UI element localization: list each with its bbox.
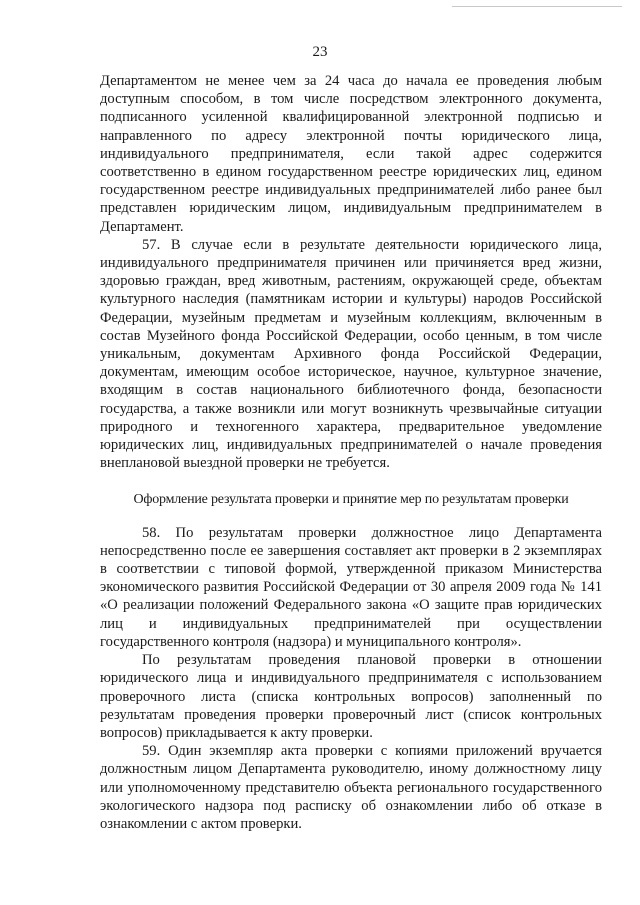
paragraph-59: 59. Один экземпляр акта проверки с копиями приложений вручается должностным лицом Департамента руководителю, иному должностному лицу или уполномоченному представителю объекта регионального государственного экологического надзора под расписку об ознакомлении либо об отказе в ознакомлении с актом проверки. (100, 743, 602, 832)
paragraph-57: 57. В случае если в результате деятельности юридического лица, индивидуального предпринимателя причинен или причиняется вред жизни, здоровью граждан, вред животным, растениям, окружающей среде, объектам культурного наследия (памятникам истории и культуры) народов Российской Федерации, музейным предметам и музейным коллекциям, включенным в состав Музейного фонда Российской Федерации, особо ценным, в том числе уникальным, документам Архивного фонда Российской Федерации, документам, имеющим особое историческое, научное, культурное значение, входящим в состав национального библиотечного фонда, безопасности государства, а также возникли или могут возникнуть чрезвычайные ситуации природного и техногенного характера, предварительное уведомление юридических лиц, индивидуальных предпринимателей о начале проведения внеплановой выездной проверки не требуется. (100, 236, 602, 472)
top-edge-line (452, 6, 622, 7)
section-heading: Оформление результата проверки и принятие мер по результатам проверки (133, 492, 569, 508)
paragraph-58: 58. По результатам проверки должностное лицо Департамента непосредственно после ее завершения составляет акт проверки в 2 экземплярах в соответствии с типовой формой, утвержденной приказом Министерства экономического развития Российской Федерации от 30 апреля 2009 года № 141 «О реализации положений Федерального закона «О защите прав юридических лиц и индивидуальных предпринимателей при осуществлении государственного контроля (надзора) и муниципального контроля». (100, 524, 602, 650)
paragraph-continuation: Департаментом не менее чем за 24 часа до начала ее проведения любым доступным способом, в том числе посредством электронного документа, подписанного усиленной квалифицированной электронной подписью и направленного по адресу электронной почты юридического лица, индивидуального предпринимателя, если такой адрес содержится соответственно в едином государственном реестре юридических лиц, едином государственном реестре индивидуальных предпринимателей либо ранее был представлен юридическим лицом, индивидуальным предпринимателем в Департамент. (100, 73, 602, 235)
paragraph-58-checklist: По результатам проведения плановой проверки в отношении юридического лица и индивидуального предпринимателя с использованием проверочного листа (списка контрольных вопросов) заполненный по результатам проведения проверки проверочный лист (список контрольных вопросов) прикладывается к акту проверки. (100, 652, 602, 741)
page-number: 23 (312, 44, 328, 60)
document-body (100, 72, 602, 833)
